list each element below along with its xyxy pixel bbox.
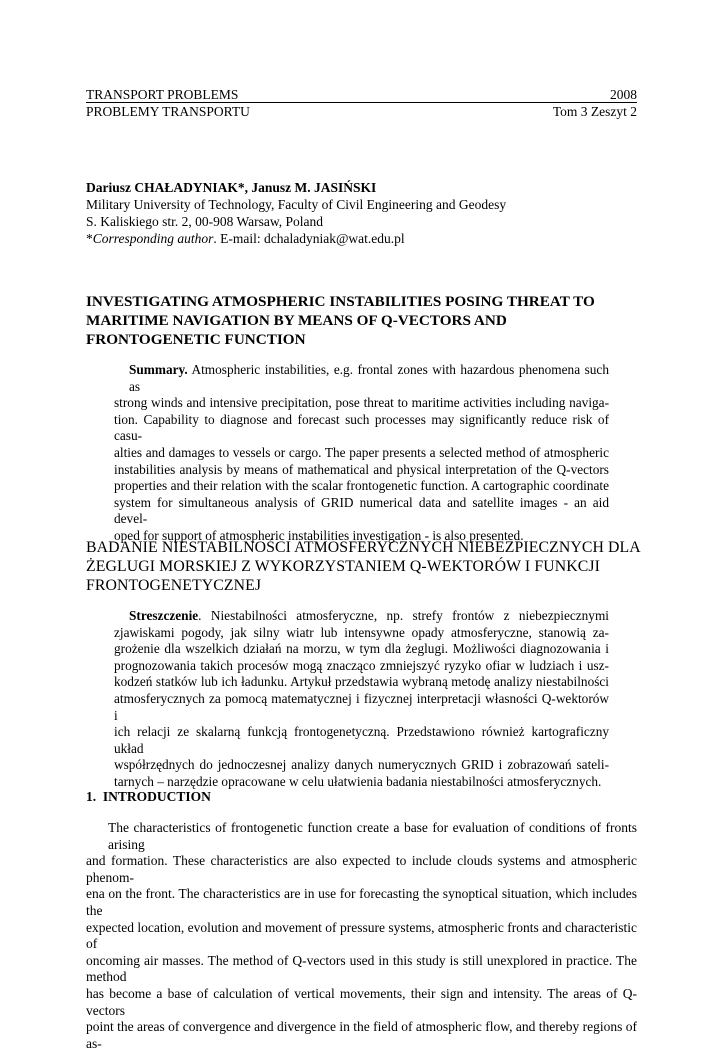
corresponding-label: Corresponding author	[92, 231, 214, 246]
streszczenie-line: zjawiskami pogody, jak silny wiatr lub intensywne opady atmosferyczne, stanowią za-	[114, 624, 609, 640]
body-line: ena on the front. The characteristics are in use for forecasting the synoptical situation, which includes the	[86, 886, 637, 918]
summary-line: tion. Capability to diagnose and forecast such processes may significantly reduce risk of casu-	[114, 411, 609, 444]
summary-line: system for simultaneous analysis of GRID numerical data and satellite images - an aid devel-	[114, 494, 609, 527]
streszczenie-label: Streszczenie	[129, 608, 199, 623]
title-en-line: INVESTIGATING ATMOSPHERIC INSTABILITIES POSING THREAT TO	[86, 293, 595, 310]
streszczenie-line: atmosferycznych za pomocą matematycznej i fizycznej interpretacji własności Q-wektorów i	[114, 690, 609, 723]
title-pl-line: FRONTOGENETYCZNEJ	[86, 577, 262, 594]
streszczenie-line: kodzeń statków lub ich ładunku. Artykuł przedstawia wybraną metodę analizy niestabilności	[114, 674, 609, 690]
journal-name-pl: PROBLEMY TRANSPORTU	[86, 104, 250, 119]
streszczenie-line: prognozowania takich procesów mogą znacząco zmniejszyć ryzyko ofiar w ludziach i usz-	[114, 657, 609, 673]
author-affiliation: Military University of Technology, Faculty of Civil Engineering and Geodesy	[86, 197, 507, 212]
title-en-line: FRONTOGENETIC FUNCTION	[86, 331, 306, 348]
journal-name-en: TRANSPORT PROBLEMS	[86, 87, 239, 102]
corresponding-asterisk: *	[86, 231, 93, 246]
running-header-pl	[86, 103, 637, 120]
title-pl-line: BADANIE NIESTABILNOŚCI ATMOSFERYCZNYCH NIEBEZPIECZNYCH DLA	[86, 539, 641, 556]
summary-line: alties and damages to vessels or cargo. The paper presents a selected method of atmospheric	[114, 444, 609, 460]
body-line: oncoming air masses. The method of Q-vectors used in this study is still unexplored in practice. The method	[86, 952, 637, 985]
paper-title-pl	[86, 538, 646, 595]
section-heading-introduction: 1. INTRODUCTION	[86, 789, 211, 804]
streszczenie-line-text: . Niestabilności atmosferyczne, np. strefy frontów z niebezpiecznymi	[198, 608, 609, 623]
streszczenie-line: grożenie dla wszelkich działań na morzu, w tym dla żeglugi. Możliwości diagnozowania i	[114, 641, 609, 657]
summary-line: properties and their relation with the scalar frontogenetic function. A cartographic coordinate	[114, 478, 609, 494]
author-address: S. Kaliskiego str. 2, 00-908 Warsaw, Poland	[86, 214, 324, 229]
body-line: has become a base of calculation of vertical movements, their sign and intensity. The areas of Q-vectors	[86, 985, 637, 1018]
streszczenie-line: ich relacji ze skalarną funkcją frontogenetyczną. Przedstawiono również kartograficzny układ	[114, 724, 609, 756]
summary-line: oped for support of atmospheric instabilities investigation - is also presented.	[114, 527, 524, 543]
corresponding-email: . E-mail: dchaladyniak@wat.edu.pl	[213, 231, 405, 246]
streszczenie-line: współrzędnych do jednoczesnej analizy danych numerycznych GRID i zobrazowań sateli-	[114, 757, 609, 773]
summary-line: strong winds and intensive precipitation, pose threat to maritime activities including naviga-	[114, 395, 609, 411]
paper-title-en	[86, 292, 637, 349]
body-line: expected location, evolution and movement of pressure systems, atmospheric fronts and characteristic of	[86, 919, 637, 952]
streszczenie-abstract	[114, 608, 609, 791]
body-line: point the areas of convergence and divergence in the field of atmospheric flow, and thereby regions of as-	[86, 1019, 637, 1051]
title-en-line: MARITIME NAVIGATION BY MEANS OF Q-VECTORS AND	[86, 312, 507, 329]
running-header	[86, 86, 637, 103]
summary-label: Summary.	[129, 362, 188, 377]
authors-block	[86, 179, 637, 247]
summary-line: instabilities analysis by means of mathematical and physical interpretation of the Q-vectors	[114, 461, 609, 477]
summary-line-text: Atmospheric instabilities, e.g. frontal zones with hazardous phenomena such as	[129, 362, 609, 394]
summary-line	[114, 362, 609, 395]
streszczenie-line: tarnych – narzędzie opracowane w celu ułatwienia badania niestabilności atmosferycznych.	[114, 773, 602, 789]
streszczenie-line	[114, 608, 609, 625]
journal-volume: Tom 3 Zeszyt 2	[552, 104, 637, 119]
corresponding-author	[86, 230, 637, 247]
author-names: Dariusz CHAŁADYNIAK*, Janusz M. JASIŃSKI	[86, 180, 377, 195]
summary-abstract	[114, 362, 609, 545]
title-pl-line: ŻEGLUGI MORSKIEJ Z WYKORZYSTANIEM Q-WEKTORÓW I FUNKCJI	[86, 558, 600, 575]
introduction-paragraph	[86, 820, 637, 1052]
body-line: and formation. These characteristics are also expected to include clouds systems and atmospheric phenom-	[86, 853, 637, 885]
body-line: The characteristics of frontogenetic function create a base for evaluation of conditions of fronts arising	[108, 820, 637, 852]
journal-year: 2008	[610, 87, 637, 102]
